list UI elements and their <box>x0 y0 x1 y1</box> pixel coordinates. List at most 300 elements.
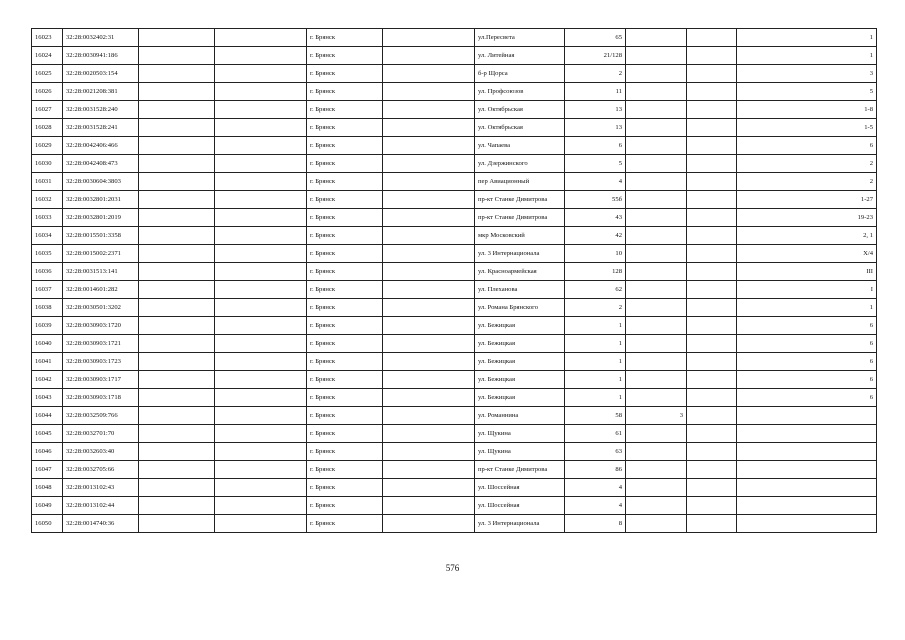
table-row <box>32 137 877 155</box>
table-row <box>32 335 877 353</box>
empty-col-3-cell <box>139 335 215 353</box>
house-number-cell: 43 <box>565 209 626 227</box>
row-number-cell: 16043 <box>32 389 63 407</box>
empty-col-6-cell <box>383 371 475 389</box>
empty-col-4-cell <box>215 353 307 371</box>
row-number-cell: 16038 <box>32 299 63 317</box>
row-number-cell: 16046 <box>32 443 63 461</box>
city-cell: г. Брянск <box>307 515 383 533</box>
building-number-cell <box>626 83 687 101</box>
cadastral-number-cell: 32:28:0042408:473 <box>63 155 139 173</box>
street-cell: ул. Бежицкая <box>475 371 565 389</box>
table-row <box>32 47 877 65</box>
empty-col-6-cell <box>383 245 475 263</box>
row-number-cell: 16047 <box>32 461 63 479</box>
apartment-number-cell: 1 <box>737 299 877 317</box>
house-number-cell: 65 <box>565 29 626 47</box>
house-number-cell: 4 <box>565 479 626 497</box>
empty-col-4-cell <box>215 191 307 209</box>
empty-col-3-cell <box>139 155 215 173</box>
building-number-cell <box>626 389 687 407</box>
empty-col-6-cell <box>383 101 475 119</box>
building-number-cell <box>626 335 687 353</box>
street-cell: ул. Литейная <box>475 47 565 65</box>
street-cell: ул.Пересвета <box>475 29 565 47</box>
apartment-number-cell: Х/4 <box>737 245 877 263</box>
street-cell: ул. Профсоюзов <box>475 83 565 101</box>
row-number-cell: 16029 <box>32 137 63 155</box>
building-number-cell <box>626 479 687 497</box>
row-number-cell: 16026 <box>32 83 63 101</box>
empty-col-3-cell <box>139 263 215 281</box>
city-cell: г. Брянск <box>307 425 383 443</box>
city-cell: г. Брянск <box>307 245 383 263</box>
city-cell: г. Брянск <box>307 299 383 317</box>
apartment-number-cell: 6 <box>737 317 877 335</box>
table-row <box>32 425 877 443</box>
row-number-cell: 16032 <box>32 191 63 209</box>
cadastral-number-cell: 32:28:0032801:2019 <box>63 209 139 227</box>
empty-col-10-cell <box>687 425 737 443</box>
row-number-cell: 16042 <box>32 371 63 389</box>
city-cell: г. Брянск <box>307 263 383 281</box>
apartment-number-cell: 3 <box>737 65 877 83</box>
street-cell: ул. 3 Интернационала <box>475 515 565 533</box>
empty-col-6-cell <box>383 515 475 533</box>
empty-col-6-cell <box>383 155 475 173</box>
table-row <box>32 389 877 407</box>
street-cell: пр-кт Станке Димитрова <box>475 461 565 479</box>
empty-col-4-cell <box>215 317 307 335</box>
empty-col-6-cell <box>383 263 475 281</box>
empty-col-4-cell <box>215 47 307 65</box>
empty-col-10-cell <box>687 191 737 209</box>
street-cell: ул. Бежицкая <box>475 389 565 407</box>
table-row <box>32 155 877 173</box>
empty-col-4-cell <box>215 281 307 299</box>
empty-col-10-cell <box>687 353 737 371</box>
apartment-number-cell <box>737 443 877 461</box>
empty-col-6-cell <box>383 83 475 101</box>
street-cell: ул. Шоссейная <box>475 479 565 497</box>
house-number-cell: 1 <box>565 389 626 407</box>
cadastral-number-cell: 32:28:0030903:1718 <box>63 389 139 407</box>
empty-col-10-cell <box>687 389 737 407</box>
empty-col-6-cell <box>383 479 475 497</box>
table-row <box>32 281 877 299</box>
house-number-cell: 11 <box>565 83 626 101</box>
house-number-cell: 1 <box>565 335 626 353</box>
building-number-cell <box>626 371 687 389</box>
city-cell: г. Брянск <box>307 227 383 245</box>
apartment-number-cell <box>737 515 877 533</box>
cadastral-number-cell: 32:28:0021208:381 <box>63 83 139 101</box>
building-number-cell <box>626 155 687 173</box>
empty-col-4-cell <box>215 461 307 479</box>
street-cell: ул. Красноармейская <box>475 263 565 281</box>
city-cell: г. Брянск <box>307 389 383 407</box>
street-cell: ул. 3 Интернационала <box>475 245 565 263</box>
table-row <box>32 443 877 461</box>
cadastral-number-cell: 32:28:0014740:36 <box>63 515 139 533</box>
empty-col-10-cell <box>687 119 737 137</box>
apartment-number-cell: 1 <box>737 47 877 65</box>
street-cell: ул. Дзержинского <box>475 155 565 173</box>
empty-col-10-cell <box>687 335 737 353</box>
city-cell: г. Брянск <box>307 335 383 353</box>
city-cell: г. Брянск <box>307 191 383 209</box>
table-row <box>32 173 877 191</box>
table-row <box>32 407 877 425</box>
empty-col-3-cell <box>139 461 215 479</box>
empty-col-4-cell <box>215 335 307 353</box>
street-cell: ул. Плеханова <box>475 281 565 299</box>
empty-col-10-cell <box>687 29 737 47</box>
apartment-number-cell: 1-5 <box>737 119 877 137</box>
cadastral-number-cell: 32:28:0032705:66 <box>63 461 139 479</box>
empty-col-4-cell <box>215 65 307 83</box>
empty-col-4-cell <box>215 299 307 317</box>
empty-col-4-cell <box>215 479 307 497</box>
empty-col-3-cell <box>139 191 215 209</box>
table-row <box>32 65 877 83</box>
house-number-cell: 1 <box>565 353 626 371</box>
table-row <box>32 101 877 119</box>
building-number-cell <box>626 209 687 227</box>
building-number-cell <box>626 443 687 461</box>
empty-col-4-cell <box>215 101 307 119</box>
empty-col-4-cell <box>215 209 307 227</box>
empty-col-6-cell <box>383 227 475 245</box>
empty-col-3-cell <box>139 371 215 389</box>
street-cell: ул. Октябрьская <box>475 119 565 137</box>
city-cell: г. Брянск <box>307 83 383 101</box>
street-cell: ул. Бежицкая <box>475 317 565 335</box>
empty-col-10-cell <box>687 479 737 497</box>
empty-col-4-cell <box>215 29 307 47</box>
apartment-number-cell: 6 <box>737 137 877 155</box>
city-cell: г. Брянск <box>307 461 383 479</box>
apartment-number-cell: I <box>737 281 877 299</box>
city-cell: г. Брянск <box>307 443 383 461</box>
empty-col-10-cell <box>687 371 737 389</box>
empty-col-10-cell <box>687 245 737 263</box>
empty-col-3-cell <box>139 353 215 371</box>
empty-col-4-cell <box>215 497 307 515</box>
table-row <box>32 245 877 263</box>
house-number-cell: 42 <box>565 227 626 245</box>
empty-col-3-cell <box>139 173 215 191</box>
cadastral-number-cell: 32:28:0030903:1723 <box>63 353 139 371</box>
city-cell: г. Брянск <box>307 101 383 119</box>
empty-col-3-cell <box>139 137 215 155</box>
apartment-number-cell <box>737 497 877 515</box>
empty-col-6-cell <box>383 29 475 47</box>
apartment-number-cell <box>737 461 877 479</box>
building-number-cell <box>626 263 687 281</box>
city-cell: г. Брянск <box>307 497 383 515</box>
table-row <box>32 263 877 281</box>
empty-col-4-cell <box>215 119 307 137</box>
house-number-cell: 6 <box>565 137 626 155</box>
street-cell: ул. Чапаева <box>475 137 565 155</box>
empty-col-4-cell <box>215 173 307 191</box>
street-cell: ул. Романнина <box>475 407 565 425</box>
row-number-cell: 16045 <box>32 425 63 443</box>
row-number-cell: 16031 <box>32 173 63 191</box>
empty-col-10-cell <box>687 209 737 227</box>
row-number-cell: 16025 <box>32 65 63 83</box>
page-number: 576 <box>445 563 460 573</box>
house-number-cell: 61 <box>565 425 626 443</box>
table-row <box>32 461 877 479</box>
building-number-cell <box>626 245 687 263</box>
cadastral-number-cell: 32:28:0030903:1717 <box>63 371 139 389</box>
empty-col-3-cell <box>139 83 215 101</box>
street-cell: ул. Романа Брянского <box>475 299 565 317</box>
cadastral-number-cell: 32:28:0032701:70 <box>63 425 139 443</box>
row-number-cell: 16033 <box>32 209 63 227</box>
empty-col-10-cell <box>687 155 737 173</box>
row-number-cell: 16039 <box>32 317 63 335</box>
apartment-number-cell <box>737 479 877 497</box>
empty-col-4-cell <box>215 245 307 263</box>
house-number-cell: 128 <box>565 263 626 281</box>
empty-col-10-cell <box>687 299 737 317</box>
building-number-cell: 3 <box>626 407 687 425</box>
apartment-number-cell: 1-27 <box>737 191 877 209</box>
empty-col-3-cell <box>139 119 215 137</box>
city-cell: г. Брянск <box>307 407 383 425</box>
city-cell: г. Брянск <box>307 137 383 155</box>
apartment-number-cell: 2, 1 <box>737 227 877 245</box>
city-cell: г. Брянск <box>307 119 383 137</box>
table-row <box>32 515 877 533</box>
table-row <box>32 227 877 245</box>
building-number-cell <box>626 65 687 83</box>
empty-col-6-cell <box>383 497 475 515</box>
empty-col-3-cell <box>139 47 215 65</box>
empty-col-6-cell <box>383 425 475 443</box>
empty-col-10-cell <box>687 461 737 479</box>
empty-col-6-cell <box>383 119 475 137</box>
building-number-cell <box>626 461 687 479</box>
house-number-cell: 55б <box>565 191 626 209</box>
empty-col-6-cell <box>383 209 475 227</box>
apartment-number-cell <box>737 407 877 425</box>
apartment-number-cell: III <box>737 263 877 281</box>
apartment-number-cell: 2 <box>737 155 877 173</box>
apartment-number-cell: 1-8 <box>737 101 877 119</box>
empty-col-6-cell <box>383 137 475 155</box>
cadastral-number-cell: 32:28:0030903:1720 <box>63 317 139 335</box>
row-number-cell: 16037 <box>32 281 63 299</box>
cadastral-number-cell: 32:28:0031528:240 <box>63 101 139 119</box>
table-row <box>32 353 877 371</box>
cadastral-number-cell: 32:28:0030903:1721 <box>63 335 139 353</box>
empty-col-4-cell <box>215 137 307 155</box>
cadastral-number-cell: 32:28:0032603:40 <box>63 443 139 461</box>
street-cell: ул. Щукина <box>475 443 565 461</box>
table-body <box>32 29 877 533</box>
apartment-number-cell: 6 <box>737 371 877 389</box>
empty-col-3-cell <box>139 65 215 83</box>
house-number-cell: 1 <box>565 317 626 335</box>
cadastral-number-cell: 32:28:0032801:2031 <box>63 191 139 209</box>
empty-col-10-cell <box>687 101 737 119</box>
building-number-cell <box>626 119 687 137</box>
row-number-cell: 16050 <box>32 515 63 533</box>
empty-col-3-cell <box>139 407 215 425</box>
table-row <box>32 299 877 317</box>
empty-col-6-cell <box>383 191 475 209</box>
street-cell: пр-кт Станке Димитрова <box>475 191 565 209</box>
city-cell: г. Брянск <box>307 209 383 227</box>
house-number-cell: 4 <box>565 173 626 191</box>
table-row <box>32 191 877 209</box>
apartment-number-cell: 19-23 <box>737 209 877 227</box>
empty-col-3-cell <box>139 245 215 263</box>
empty-col-6-cell <box>383 353 475 371</box>
street-cell: пр-кт Станке Димитрова <box>475 209 565 227</box>
empty-col-3-cell <box>139 101 215 119</box>
cadastral-number-cell: 32:28:0032509:766 <box>63 407 139 425</box>
row-number-cell: 16030 <box>32 155 63 173</box>
empty-col-10-cell <box>687 443 737 461</box>
house-number-cell: 86 <box>565 461 626 479</box>
city-cell: г. Брянск <box>307 65 383 83</box>
row-number-cell: 16034 <box>32 227 63 245</box>
row-number-cell: 16023 <box>32 29 63 47</box>
row-number-cell: 16041 <box>32 353 63 371</box>
empty-col-10-cell <box>687 83 737 101</box>
empty-col-10-cell <box>687 317 737 335</box>
building-number-cell <box>626 227 687 245</box>
row-number-cell: 16035 <box>32 245 63 263</box>
house-number-cell: 13 <box>565 119 626 137</box>
cadastral-number-cell: 32:28:0020503:154 <box>63 65 139 83</box>
building-number-cell <box>626 281 687 299</box>
building-number-cell <box>626 29 687 47</box>
city-cell: г. Брянск <box>307 353 383 371</box>
house-number-cell: 63 <box>565 443 626 461</box>
empty-col-10-cell <box>687 47 737 65</box>
empty-col-6-cell <box>383 461 475 479</box>
table-row <box>32 209 877 227</box>
table-row <box>32 29 877 47</box>
house-number-cell: 2 <box>565 65 626 83</box>
empty-col-10-cell <box>687 263 737 281</box>
street-cell: ул. Щукина <box>475 425 565 443</box>
empty-col-3-cell <box>139 497 215 515</box>
house-number-cell: 4 <box>565 497 626 515</box>
cadastral-number-cell: 32:28:0031528:241 <box>63 119 139 137</box>
building-number-cell <box>626 497 687 515</box>
house-number-cell: 1 <box>565 371 626 389</box>
empty-col-4-cell <box>215 371 307 389</box>
cadastral-number-cell: 32:28:0030501:3202 <box>63 299 139 317</box>
house-number-cell: 8 <box>565 515 626 533</box>
building-number-cell <box>626 191 687 209</box>
building-number-cell <box>626 515 687 533</box>
table-row <box>32 317 877 335</box>
empty-col-4-cell <box>215 263 307 281</box>
building-number-cell <box>626 317 687 335</box>
row-number-cell: 16049 <box>32 497 63 515</box>
city-cell: г. Брянск <box>307 371 383 389</box>
building-number-cell <box>626 353 687 371</box>
cadastral-number-cell: 32:28:0031513:141 <box>63 263 139 281</box>
row-number-cell: 16028 <box>32 119 63 137</box>
house-number-cell: 13 <box>565 101 626 119</box>
row-number-cell: 16048 <box>32 479 63 497</box>
empty-col-3-cell <box>139 443 215 461</box>
cadastral-number-cell: 32:28:0014601:282 <box>63 281 139 299</box>
street-cell: ул. Октябрьская <box>475 101 565 119</box>
empty-col-3-cell <box>139 29 215 47</box>
apartment-number-cell: 6 <box>737 353 877 371</box>
building-number-cell <box>626 101 687 119</box>
table-row <box>32 479 877 497</box>
cadastral-number-cell: 32:28:0013102:44 <box>63 497 139 515</box>
table-row <box>32 497 877 515</box>
house-number-cell: 62 <box>565 281 626 299</box>
city-cell: г. Брянск <box>307 29 383 47</box>
house-number-cell: 21/128 <box>565 47 626 65</box>
empty-col-6-cell <box>383 299 475 317</box>
empty-col-10-cell <box>687 281 737 299</box>
empty-col-10-cell <box>687 515 737 533</box>
empty-col-4-cell <box>215 155 307 173</box>
empty-col-3-cell <box>139 299 215 317</box>
empty-col-4-cell <box>215 425 307 443</box>
empty-col-4-cell <box>215 83 307 101</box>
city-cell: г. Брянск <box>307 317 383 335</box>
house-number-cell: 5 <box>565 155 626 173</box>
apartment-number-cell: 6 <box>737 389 877 407</box>
empty-col-10-cell <box>687 65 737 83</box>
building-number-cell <box>626 137 687 155</box>
empty-col-10-cell <box>687 137 737 155</box>
row-number-cell: 16036 <box>32 263 63 281</box>
row-number-cell: 16027 <box>32 101 63 119</box>
apartment-number-cell: 6 <box>737 335 877 353</box>
empty-col-3-cell <box>139 317 215 335</box>
cadastral-number-cell: 32:28:0015501:3358 <box>63 227 139 245</box>
property-register-table <box>31 28 877 533</box>
empty-col-10-cell <box>687 227 737 245</box>
street-cell: ул. Бежицкая <box>475 353 565 371</box>
empty-col-10-cell <box>687 173 737 191</box>
building-number-cell <box>626 299 687 317</box>
cadastral-number-cell: 32:28:0030604:3803 <box>63 173 139 191</box>
empty-col-4-cell <box>215 443 307 461</box>
empty-col-4-cell <box>215 515 307 533</box>
street-cell: б-р Щорса <box>475 65 565 83</box>
empty-col-6-cell <box>383 317 475 335</box>
cadastral-number-cell: 32:28:0042406:466 <box>63 137 139 155</box>
empty-col-10-cell <box>687 407 737 425</box>
empty-col-6-cell <box>383 47 475 65</box>
city-cell: г. Брянск <box>307 47 383 65</box>
street-cell: ул. Шоссейная <box>475 497 565 515</box>
street-cell: пер Авиационный <box>475 173 565 191</box>
cadastral-number-cell: 32:28:0032402:31 <box>63 29 139 47</box>
street-cell: мкр Московский <box>475 227 565 245</box>
empty-col-4-cell <box>215 227 307 245</box>
empty-col-3-cell <box>139 389 215 407</box>
empty-col-6-cell <box>383 281 475 299</box>
